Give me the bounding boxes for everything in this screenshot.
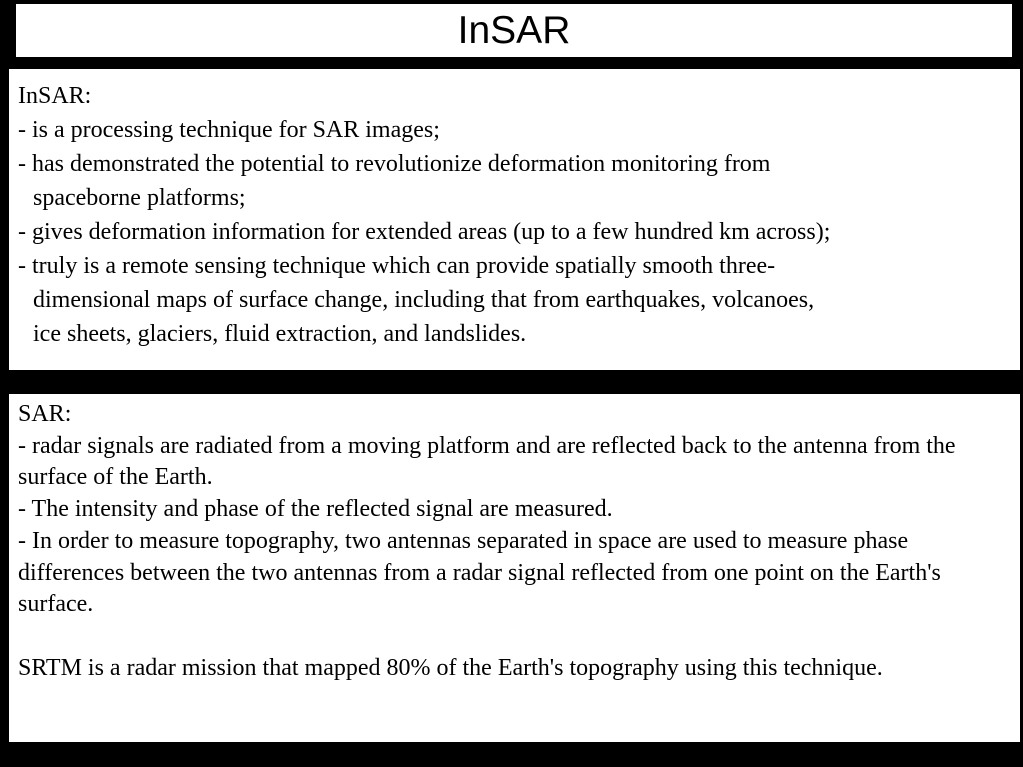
slide-title-box <box>15 3 1013 58</box>
insar-line-3: spaceborne platforms; <box>33 185 246 211</box>
sar-bullet-1: - radar signals are radiated from a moving platform and are reflected back to the antenna from the surface of the Earth. <box>18 432 956 491</box>
insar-line-6: dimensional maps of surface change, including that from earthquakes, volcanoes, <box>33 287 815 313</box>
insar-line-1: - is a processing technique for SAR images; <box>18 117 440 143</box>
insar-line-5: - truly is a remote sensing technique which can provide spatially smooth three- <box>18 253 776 279</box>
sar-panel <box>9 394 1020 742</box>
insar-heading: InSAR: <box>18 83 92 109</box>
insar-panel <box>9 69 1020 370</box>
sar-spacer <box>18 621 1012 653</box>
sar-bullet-2: - The intensity and phase of the reflected signal are measured. <box>18 496 613 523</box>
sar-bullet-3: - In order to measure topography, two antennas separated in space are used to measure phase differences between the two antennas from a radar signal reflected from one point on the Earth's surface. <box>18 527 941 618</box>
insar-line-4: - gives deformation information for extended areas (up to a few hundred km across); <box>18 219 831 245</box>
insar-line-2: - has demonstrated the potential to revolutionize deformation monitoring from <box>18 151 771 177</box>
insar-line-7: ice sheets, glaciers, fluid extraction, and landslides. <box>33 321 527 347</box>
slide-title: InSAR <box>457 9 571 52</box>
sar-heading: SAR: <box>18 401 72 427</box>
srtm-note: SRTM is a radar mission that mapped 80% of the Earth's topography using this technique. <box>18 654 883 681</box>
